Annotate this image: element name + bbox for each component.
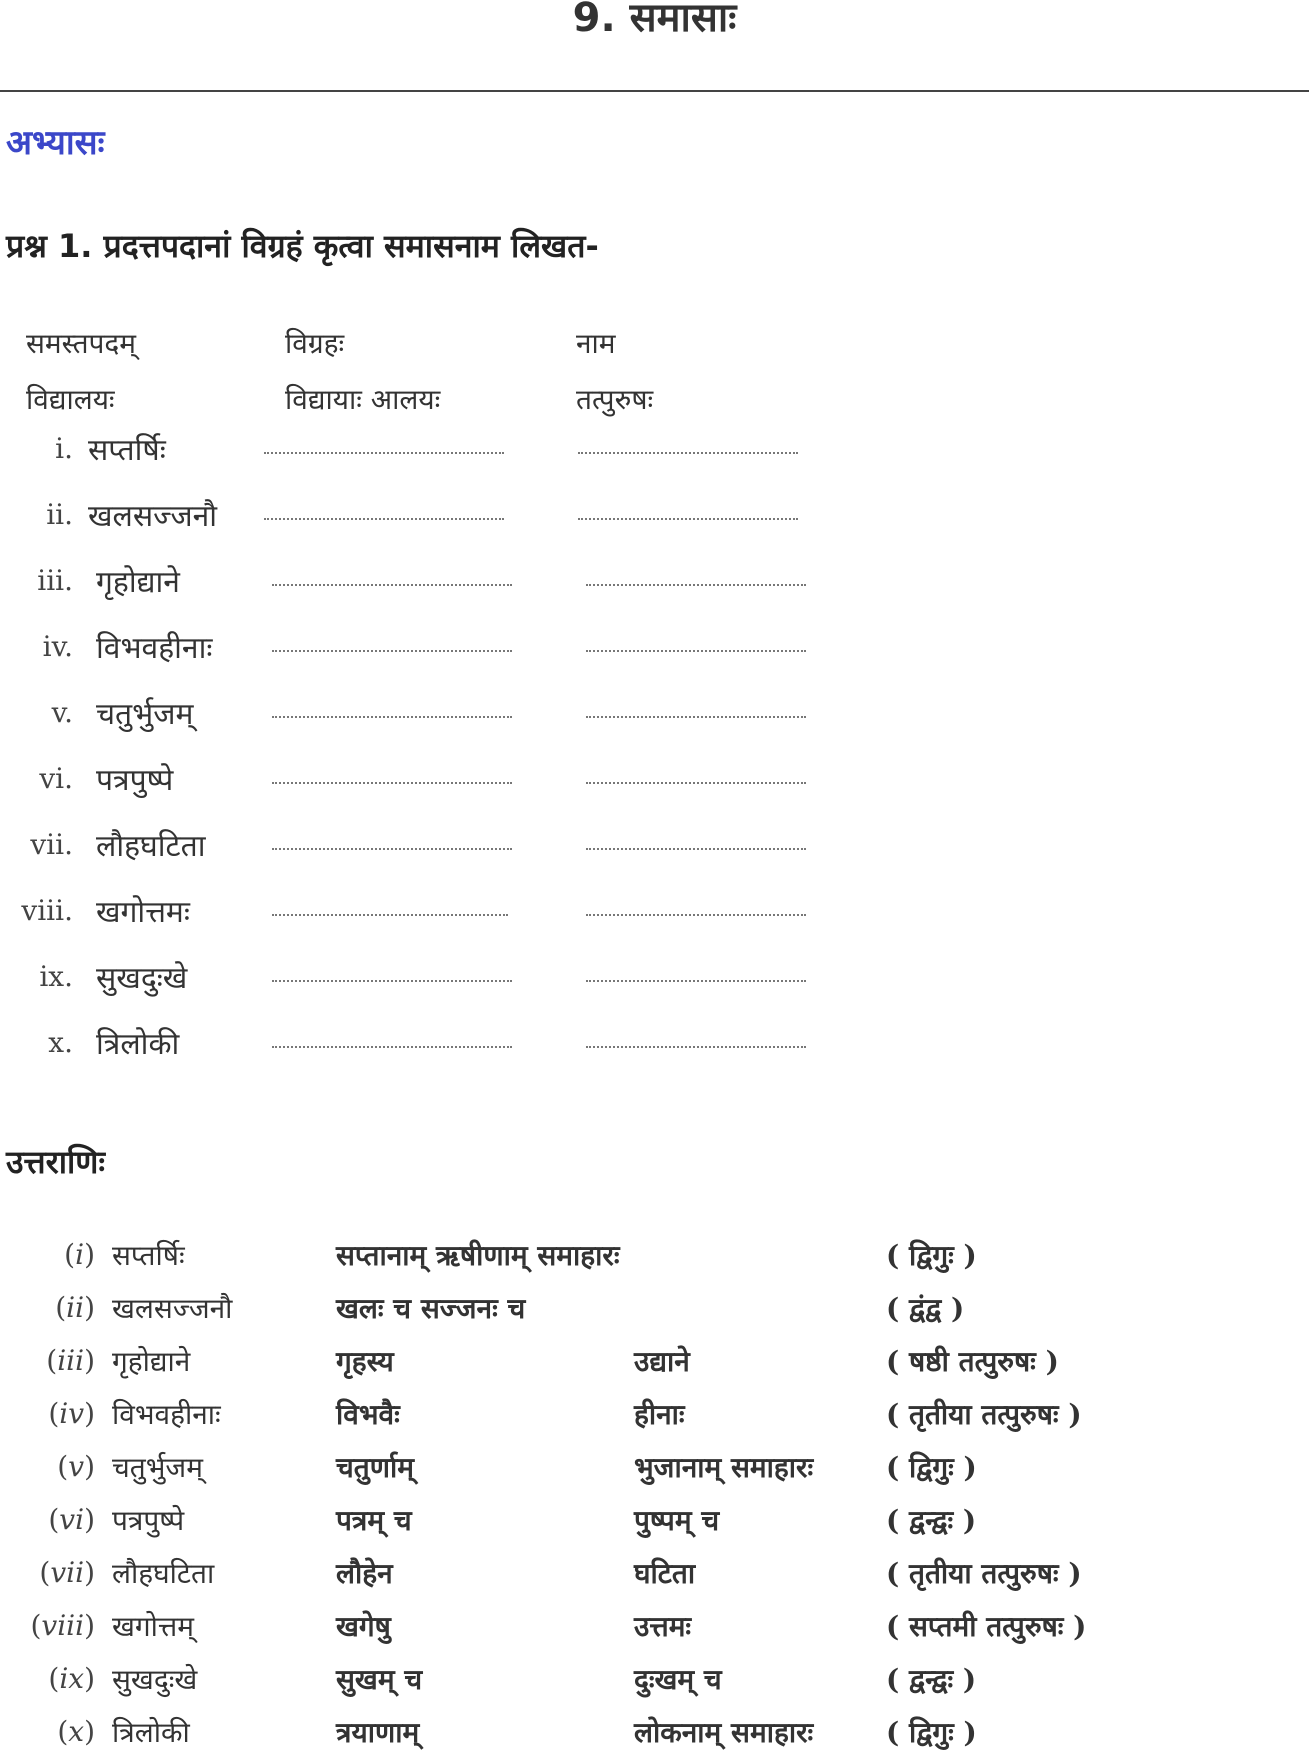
answer-number: (iii): [46, 1344, 95, 1377]
item-word: सुखदुःखे: [96, 961, 188, 996]
answer-number: (x): [57, 1715, 95, 1748]
item-number: iv.: [42, 630, 73, 663]
answer-samasa-type: ( सप्तमी तत्पुरुषः ): [886, 1610, 1087, 1643]
answer-analysis-part1: विभवैः: [336, 1398, 400, 1431]
answer-compound: लौहघटिता: [112, 1557, 215, 1590]
exercise-item: [0, 754, 1309, 814]
item-word: त्रिलोकी: [96, 1027, 180, 1062]
answer-row: [0, 1656, 1309, 1709]
blank-name: [578, 518, 798, 520]
answers-heading: उत्तराणिः: [6, 1143, 105, 1181]
exercise-item: [0, 622, 1309, 682]
blank-name: [586, 848, 806, 850]
column-header-name: नाम: [576, 327, 616, 360]
item-word: खगोत्तमः: [96, 895, 190, 930]
blank-name: [586, 980, 806, 982]
answer-analysis-part1: खगेषु: [336, 1610, 391, 1643]
answer-row: [0, 1391, 1309, 1444]
answer-compound: विभवहीनाः: [112, 1398, 221, 1431]
item-word: चतुर्भुजम्: [96, 697, 194, 732]
answer-samasa-type: ( द्विगुः ): [886, 1451, 977, 1484]
blank-analysis: [264, 452, 504, 454]
item-number: iii.: [37, 564, 73, 597]
item-word: गृहोद्याने: [96, 565, 180, 600]
blank-analysis: [272, 980, 512, 982]
answer-analysis-part1: पत्रम् च: [336, 1504, 412, 1537]
question-text: प्रश्न 1. प्रदत्तपदानां विग्रहं कृत्वा समासनाम लिखत-: [6, 227, 599, 265]
answer-row: [0, 1338, 1309, 1391]
answer-row: [0, 1550, 1309, 1603]
answer-analysis-part2: दुःखम् च: [634, 1663, 722, 1696]
answer-analysis-part1: खलः च सज्जनः च: [336, 1292, 526, 1325]
item-number: i.: [55, 432, 73, 465]
exercise-item: [0, 688, 1309, 748]
exercise-item: [0, 556, 1309, 616]
example-name: तत्पुरुषः: [576, 383, 654, 416]
blank-name: [586, 914, 806, 916]
item-number: vii.: [30, 828, 73, 861]
answer-compound: सुखदुःखे: [112, 1663, 198, 1696]
answer-samasa-type: ( तृतीया तत्पुरुषः ): [886, 1557, 1082, 1590]
exercise-item: [0, 490, 1309, 550]
item-word: पत्रपुष्पे: [96, 763, 174, 798]
answer-number: (ii): [55, 1291, 95, 1324]
item-number: x.: [48, 1026, 73, 1059]
blank-analysis: [272, 1046, 512, 1048]
item-number: vi.: [39, 762, 73, 795]
exercise-item: [0, 952, 1309, 1012]
answer-samasa-type: ( षष्ठी तत्पुरुषः ): [886, 1345, 1059, 1378]
answer-analysis-part2: उद्याने: [634, 1345, 690, 1378]
blank-analysis: [272, 914, 508, 916]
answer-analysis-part1: त्रयाणाम्: [336, 1716, 420, 1749]
blank-analysis: [272, 848, 512, 850]
answer-row: [0, 1497, 1309, 1550]
answer-compound: त्रिलोकी: [112, 1716, 190, 1749]
answer-analysis-part1: चतुर्णाम्: [336, 1451, 414, 1484]
item-number: ix.: [39, 960, 73, 993]
item-number: viii.: [21, 894, 73, 927]
blank-name: [586, 650, 806, 652]
answer-compound: खलसज्जनौ: [112, 1292, 233, 1325]
answer-number: (iv): [48, 1397, 95, 1430]
answer-row: [0, 1285, 1309, 1338]
example-compound: विद्यालयः: [26, 383, 115, 416]
answer-number: (i): [64, 1238, 95, 1271]
answer-analysis-part2: लोकनाम् समाहारः: [634, 1716, 814, 1749]
answer-samasa-type: ( द्वन्द्वः ): [886, 1663, 977, 1696]
item-word: खलसज्जनौ: [88, 499, 217, 534]
divider: [0, 90, 1309, 92]
exercise-item: [0, 886, 1309, 946]
example-analysis: विद्यायाः आलयः: [285, 383, 441, 416]
answer-compound: खगोत्तम्: [112, 1610, 195, 1643]
exercise-item: [0, 424, 1309, 484]
answer-row: [0, 1709, 1309, 1762]
answer-compound: चतुर्भुजम्: [112, 1451, 203, 1484]
blank-name: [586, 1046, 806, 1048]
exercise-item: [0, 1018, 1309, 1078]
item-word: लौहघटिता: [96, 829, 206, 864]
answer-row: [0, 1603, 1309, 1656]
answer-compound: सप्तर्षिः: [112, 1239, 185, 1272]
blank-name: [578, 452, 798, 454]
answer-analysis-part2: घटिता: [634, 1557, 696, 1590]
blank-analysis: [264, 518, 504, 520]
answer-analysis-part2: उत्तमः: [634, 1610, 692, 1643]
answer-compound: गृहोद्याने: [112, 1345, 191, 1378]
answer-analysis-part1: सुखम् च: [336, 1663, 423, 1696]
column-header-analysis: विग्रहः: [285, 327, 345, 360]
answer-samasa-type: ( द्विगुः ): [886, 1239, 977, 1272]
item-number: v.: [51, 696, 73, 729]
blank-name: [586, 782, 806, 784]
blank-analysis: [272, 650, 512, 652]
answer-compound: पत्रपुष्पे: [112, 1504, 185, 1537]
blank-name: [586, 584, 806, 586]
answer-analysis-part2: पुष्पम् च: [634, 1504, 720, 1537]
answer-number: (ix): [48, 1662, 95, 1695]
answer-analysis-part2: भुजानाम् समाहारः: [634, 1451, 814, 1484]
answer-analysis-part1: लौहेन: [336, 1557, 393, 1590]
answer-number: (v): [57, 1450, 95, 1483]
blank-analysis: [272, 782, 512, 784]
item-word: सप्तर्षिः: [88, 433, 166, 468]
blank-name: [586, 716, 806, 718]
answer-analysis-part1: गृहस्य: [336, 1345, 394, 1378]
answer-number: (vii): [39, 1556, 95, 1589]
column-header-compound: समस्तपदम्: [26, 327, 137, 360]
answer-analysis-part2: हीनाः: [634, 1398, 685, 1431]
exercise-item: [0, 820, 1309, 880]
answer-row: [0, 1232, 1309, 1285]
answer-analysis-part1: सप्तानाम् ऋषीणाम् समाहारः: [336, 1239, 620, 1272]
answer-number: (vi): [48, 1503, 95, 1536]
answer-row: [0, 1444, 1309, 1497]
answer-samasa-type: ( द्वंद्व ): [886, 1292, 965, 1325]
item-word: विभवहीनाः: [96, 631, 213, 666]
blank-analysis: [272, 584, 512, 586]
section-heading: अभ्यासः: [6, 123, 105, 163]
answer-samasa-type: ( तृतीया तत्पुरुषः ): [886, 1398, 1082, 1431]
page-title: 9. समासाः: [572, 0, 737, 41]
answer-samasa-type: ( द्वन्द्वः ): [886, 1504, 977, 1537]
answer-samasa-type: ( द्विगुः ): [886, 1716, 977, 1749]
answer-number: (viii): [30, 1609, 95, 1642]
blank-analysis: [272, 716, 512, 718]
item-number: ii.: [46, 498, 73, 531]
